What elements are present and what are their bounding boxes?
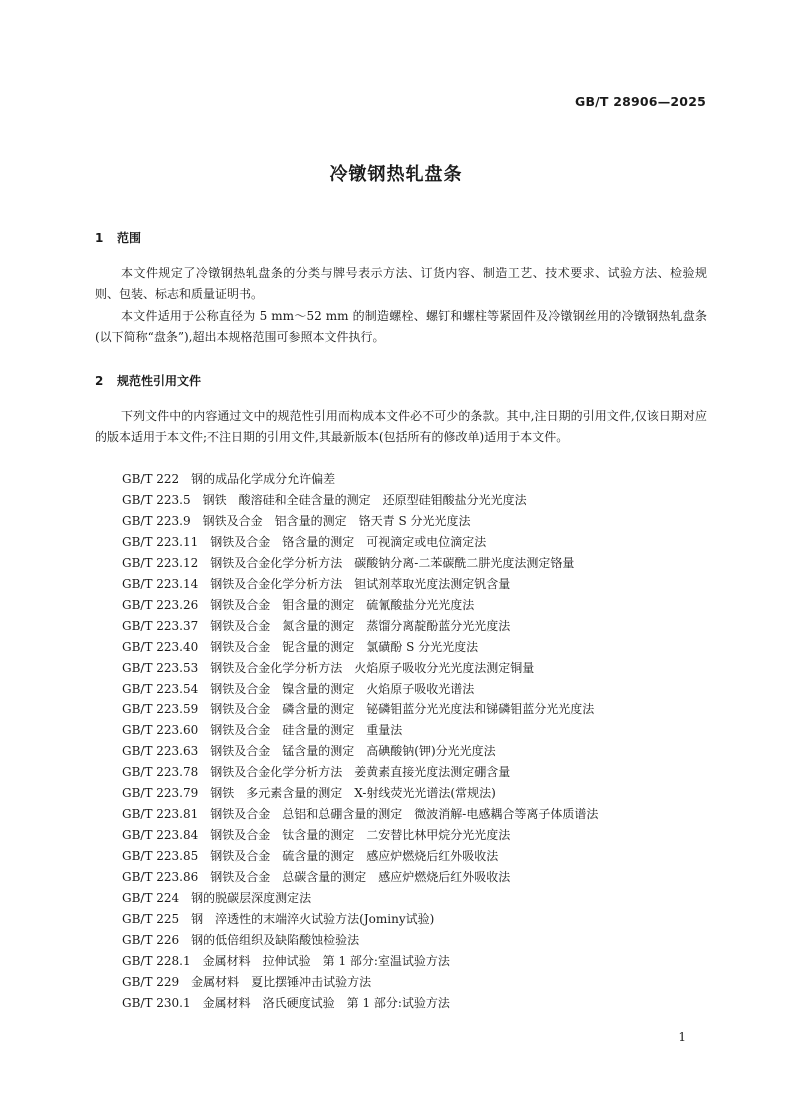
reference-item [122,532,598,553]
scope-paragraph-2: 本文件适用于公称直径为 5 mm～52 mm 的制造螺栓、螺钉和螺柱等紧固件及冷镦钢丝用的冷镦钢热轧盘条(以下简称“盘条”),超出本规格范围可参照本文件执行。 [95,309,707,344]
normative-references-list [122,469,598,1014]
reference-code: GB/T 226 [122,932,180,947]
reference-title: 钢的脱碳层深度测定法 [191,891,312,906]
reference-item [122,993,598,1014]
reference-title: 金属材料 拉伸试验 第 1 部分:室温试验方法 [202,953,450,968]
reference-code: GB/T 223.79 [122,786,199,801]
section-1-heading [95,229,141,246]
reference-title: 钢的成品化学成分允许偏差 [191,472,336,486]
reference-code: GB/T 223.40 [122,639,199,654]
reference-item [122,804,598,825]
reference-code: GB/T 223.81 [122,807,199,822]
reference-item [122,972,598,993]
reference-item [122,511,598,532]
reference-title: 钢铁及合金化学分析方法 钽试剂萃取光度法测定钒含量 [210,576,511,591]
reference-title: 钢铁及合金 铌含量的测定 氯磺酚 S 分光光度法 [210,639,479,654]
reference-title: 钢铁及合金 铬含量的测定 可视滴定或电位滴定法 [210,534,487,549]
reference-item [122,699,598,720]
reference-code: GB/T 223.63 [122,744,199,759]
reference-item [122,720,598,741]
reference-title: 钢铁及合金 钼含量的测定 硫氰酸盐分光光度法 [210,597,475,612]
reference-code: GB/T 223.86 [122,870,199,885]
reference-title: 钢铁及合金化学分析方法 姜黄素直接光度法测定硼含量 [210,765,511,780]
reference-code: GB/T 223.37 [122,618,199,633]
reference-code: GB/T 223.78 [122,765,199,780]
reference-title: 钢铁及合金 氮含量的测定 蒸馏分离靛酚蓝分光光度法 [210,618,511,633]
reference-item [122,553,598,574]
reference-title: 钢铁及合金 硫含量的测定 感应炉燃烧后红外吸收法 [210,849,499,864]
scope-paragraph-1: 本文件规定了冷镦钢热轧盘条的分类与牌号表示方法、订货内容、制造工艺、技术要求、试验方法、检验规则、包装、标志和质量证明书。 [95,266,707,301]
reference-code: GB/T 223.26 [122,597,199,612]
reference-title: 钢铁及合金 钛含量的测定 二安替比林甲烷分光光度法 [210,828,511,843]
reference-item [122,741,598,762]
reference-title: 钢铁及合金 锰含量的测定 高碘酸钠(钾)分光光度法 [210,744,496,759]
reference-item [122,930,598,951]
reference-item [122,637,598,658]
reference-code: GB/T 223.14 [122,576,199,591]
section-2-title: 规范性引用文件 [117,374,202,388]
reference-code: GB/T 223.12 [122,555,199,570]
reference-title: 钢铁 多元素含量的测定 X-射线荧光光谱法(常规法) [210,786,496,801]
reference-item [122,909,598,930]
references-intro: 下列文件中的内容通过文中的规范性引用而构成本文件必不可少的条款。其中,注日期的引用文件,仅该日期对应的版本适用于本文件;不注日期的引用文件,其最新版本(包括所有的修改单)适用于本文件。 [95,409,707,444]
reference-code: GB/T 230.1 [122,995,191,1010]
reference-title: 钢铁及合金 镍含量的测定 火焰原子吸收光谱法 [210,681,475,696]
section-1-number: 1 [95,231,104,245]
reference-item [122,490,598,511]
reference-item [122,762,598,783]
reference-item [122,867,598,888]
reference-item [122,679,598,700]
reference-title: 钢 淬透性的末端淬火试验方法(Jominy试验) [191,912,435,927]
reference-item [122,616,598,637]
reference-code: GB/T 223.5 [122,492,191,507]
reference-code: GB/T 223.54 [122,681,199,696]
reference-title: 钢铁及合金 铝含量的测定 铬天青 S 分光光度法 [202,513,471,528]
section-1-title: 范围 [117,231,142,245]
reference-item [122,951,598,972]
reference-code: GB/T 223.85 [122,849,199,864]
reference-item [122,658,598,679]
reference-code: GB/T 223.9 [122,513,191,528]
reference-code: GB/T 222 [122,472,180,486]
reference-title: 钢铁 酸溶硅和全硅含量的测定 还原型硅钼酸盐分光光度法 [202,492,527,507]
standard-code: GB/T 28906—2025 [574,94,706,109]
reference-code: GB/T 223.53 [122,660,199,675]
reference-code: GB/T 223.60 [122,723,199,738]
reference-title: 钢铁及合金 硅含量的测定 重量法 [210,723,403,738]
reference-title: 钢铁及合金化学分析方法 火焰原子吸收分光光度法测定铜量 [210,660,535,675]
reference-title: 金属材料 洛氏硬度试验 第 1 部分:试验方法 [202,995,450,1010]
reference-title: 钢铁及合金 总碳含量的测定 感应炉燃烧后红外吸收法 [210,870,511,885]
reference-code: GB/T 223.59 [122,702,199,717]
reference-code: GB/T 225 [122,912,180,927]
section-2-number: 2 [95,374,104,388]
page-number: 1 [678,1030,686,1044]
document-title: 冷镦钢热轧盘条 [329,164,463,185]
reference-code: GB/T 229 [122,974,180,989]
reference-item [122,846,598,867]
reference-title: 钢铁及合金 磷含量的测定 铋磷钼蓝分光光度法和锑磷钼蓝分光光度法 [210,702,595,717]
reference-item [122,574,598,595]
section-2-heading [95,372,201,389]
reference-code: GB/T 224 [122,891,180,906]
reference-title: 钢铁及合金 总铝和总硼含量的测定 微波消解-电感耦合等离子体质谱法 [210,807,599,822]
reference-code: GB/T 228.1 [122,953,191,968]
reference-code: GB/T 223.11 [122,534,199,549]
reference-code: GB/T 223.84 [122,828,199,843]
reference-item [122,469,598,490]
reference-title: 钢铁及合金化学分析方法 碳酸钠分离-二苯碳酰二肼光度法测定铬量 [210,555,575,570]
reference-item [122,595,598,616]
reference-title: 金属材料 夏比摆锤冲击试验方法 [191,974,372,989]
reference-item [122,825,598,846]
reference-item [122,783,598,804]
reference-title: 钢的低倍组织及缺陷酸蚀检验法 [191,932,360,947]
reference-item [122,888,598,909]
